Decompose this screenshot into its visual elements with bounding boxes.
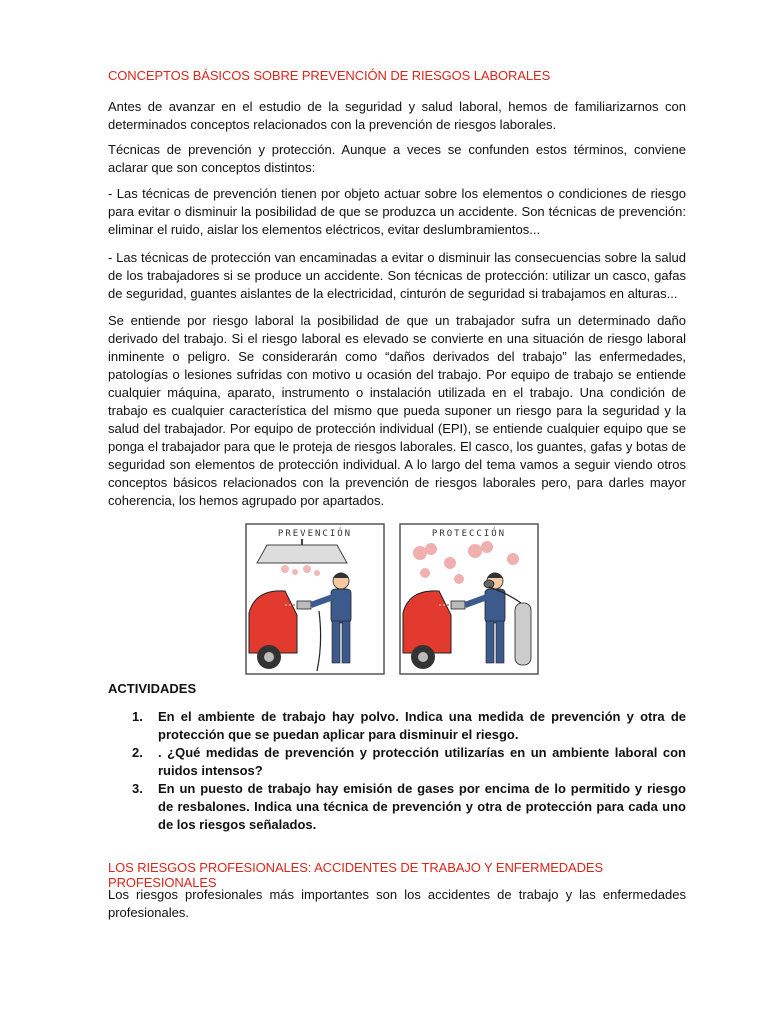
- list-item-text: . ¿Qué medidas de prevención y protección utilizarías en un ambiente laboral con ruidos intensos?: [158, 745, 686, 778]
- prevention-panel: [246, 524, 384, 674]
- activities-title: ACTIVIDADES: [108, 681, 197, 696]
- list-number: 2.: [132, 745, 143, 760]
- section-heading-conceptos: CONCEPTOS BÁSICOS SOBRE PREVENCIÓN DE RIESGOS LABORALES: [108, 68, 551, 83]
- list-item: [108, 708, 686, 744]
- section-heading-riesgos-profesionales: LOS RIESGOS PROFESIONALES: ACCIDENTES DE TRABAJO Y ENFERMEDADES PROFESIONALES: [108, 860, 604, 890]
- prevention-protection-illustration: [245, 523, 539, 680]
- list-item: [108, 744, 686, 780]
- activities-list: [108, 708, 686, 834]
- paragraph-tecnicas: Técnicas de prevención y protección. Aunque a veces se confunden estos términos, conviene aclarar que son conceptos distintos:: [108, 142, 686, 175]
- protection-label: PROTECCIÓN: [431, 529, 507, 539]
- prevention-label: PREVENCIÓN: [277, 529, 353, 539]
- paragraph-riesgo-laboral: Se entiende por riesgo laboral la posibilidad de que un trabajador sufra un determinado daño derivado del trabajo. Si el riesgo laboral es elevado se convierte en una situación de riesgo laboral inminente o peligro. Se considerarán como “daños derivados del trabajo” las enfermedades, patologías o lesiones sufridas con motivo u ocasión del trabajo. Por equipo de trabajo se entiende cualquier máquina, aparato, instrumento o instalación utilizada en el trabajo. Una condición de trabajo es cualquier característica del mismo que pueda suponer un riesgo para la seguridad y la salud del trabajador. Por equipo de protección individual (EPI), se entiende cualquier equipo que se ponga el trabajador para que le proteja de riesgos laborales. El casco, los guantes, gafas y botas de seguridad son elementos de protección individual. A lo largo del tema vamos a seguir viendo otros conceptos básicos relacionados con la prevención de riesgos laborales pero, para darles mayor coherencia, los hemos agrupado por apartados.: [108, 313, 686, 508]
- list-number: 3.: [132, 781, 143, 796]
- list-item: [108, 780, 686, 834]
- protection-panel: [400, 524, 538, 674]
- list-item-text: En un puesto de trabajo hay emisión de gases por encima de lo permitido y riesgo de resbalones. Indica una técnica de prevención y otra de protección para cada uno de los riesgos señalados.: [158, 781, 686, 832]
- paragraph-intro: Antes de avanzar en el estudio de la seguridad y salud laboral, hemos de familiarizarnos con determinados conceptos relacionados con la prevención de riesgos laborales.: [108, 99, 686, 132]
- paragraph-proteccion: - Las técnicas de protección van encaminadas a evitar o disminuir las consecuencias sobre la salud de los trabajadores si se produce un accidente. Son técnicas de protección: utilizar un casco, gafas de seguridad, guantes aislantes de la electricidad, cinturón de seguridad si trabajamos en alturas...: [108, 250, 686, 301]
- list-item-text: En el ambiente de trabajo hay polvo. Indica una medida de prevención y otra de protección que se puedan aplicar para disminuir el riesgo.: [158, 709, 686, 742]
- list-number: 1.: [132, 709, 143, 724]
- paragraph-riesgos-profesionales: Los riesgos profesionales más importantes son los accidentes de trabajo y las enfermedades profesionales.: [108, 887, 686, 920]
- paragraph-prevencion: - Las técnicas de prevención tienen por objeto actuar sobre los elementos o condiciones de riesgo para evitar o disminuir la posibilidad de que se produzca un accidente. Son técnicas de prevención: eliminar el ruido, aislar los elementos eléctricos, evitar deslumbramientos...: [108, 186, 686, 237]
